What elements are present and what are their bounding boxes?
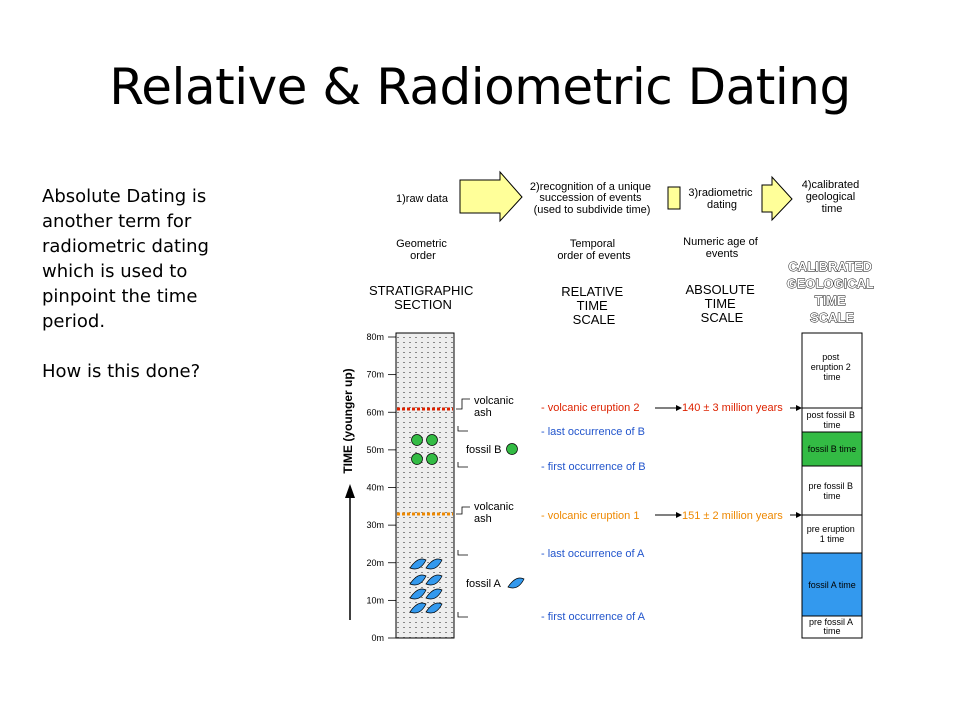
calibrated-scale-header: CALIBRATED GEOLOGICAL TIME SCALE [786, 259, 874, 325]
fossil-a-label: fossil A [466, 578, 501, 590]
process-arrow-3 [762, 177, 792, 220]
step-4-label: 4)calibrated geological time [801, 179, 860, 215]
step-3-label: 3)radiometric dating [688, 187, 753, 211]
calibrated-label-pre-fossil-a: pre fossil A time [808, 617, 853, 636]
calibrated-label-post-eruption-2: post eruption 2 time [810, 352, 851, 382]
strat-section-header: STRATIGRAPHIC SECTION [368, 283, 474, 312]
process-arrow-1 [460, 172, 522, 221]
depth-tick-label: 20m [366, 557, 384, 568]
depth-tick-label: 50m [366, 444, 384, 455]
calibrated-label-post-fossil-b: post fossil B time [806, 410, 856, 430]
relative-scale-header: RELATIVE TIME SCALE [561, 284, 624, 327]
event-volcanic-eruption-1: - volcanic eruption 1 [541, 510, 640, 522]
calibrated-label-pre-eruption-1: pre eruption 1 time [806, 524, 855, 544]
step-1-label: 1)raw data [396, 193, 448, 205]
event-last-occurrence-a: - last occurrence of A [541, 548, 645, 560]
age-eruption-1: 151 ± 2 million years [682, 510, 783, 522]
volcanic-ash-upper-label: volcanic ash [474, 395, 514, 419]
depth-ticks [366, 332, 396, 643]
time-axis-label: TIME (younger up) [341, 368, 355, 474]
event-first-occurrence-b: - first occurrence of B [541, 461, 646, 473]
time-axis-arrowhead [345, 484, 355, 498]
age-eruption-2: 140 ± 3 million years [682, 402, 783, 414]
slide-title: Relative & Radiometric Dating [109, 58, 851, 116]
calibrated-label-fossil-b: fossil B time [807, 444, 857, 454]
calibrated-label-fossil-a: fossil A time [808, 580, 856, 590]
event-last-occurrence-b: - last occurrence of B [541, 426, 645, 438]
temporal-order-label: Temporal order of events [557, 238, 631, 262]
depth-tick-label: 80m [366, 332, 384, 342]
step-2-label: 2)recognition of a unique succession of events (used to subdivide time) [529, 181, 652, 216]
depth-tick-label: 10m [366, 595, 384, 606]
fossil-a-legend-icon [508, 578, 524, 588]
depth-tick-label: 70m [366, 369, 384, 380]
numeric-age-label: Numeric age of events [683, 236, 758, 260]
fossil-b-legend-icon [507, 444, 518, 455]
age-1-arrowhead [796, 512, 802, 518]
depth-tick-label: 30m [366, 520, 384, 531]
depth-tick-label: 60m [366, 407, 384, 418]
event-first-occurrence-a: - first occurrence of A [541, 611, 645, 623]
event-volcanic-eruption-2: - volcanic eruption 2 [541, 402, 640, 414]
fossil-b-label: fossil B [466, 444, 502, 456]
fossil-b-icon [427, 454, 438, 465]
geometric-order-label: Geometric order [396, 238, 447, 262]
depth-tick-label: 40m [366, 482, 384, 493]
volcanic-ash-lower-label: volcanic ash [474, 501, 514, 525]
body-paragraph: Absolute Dating is another term for radiometric dating which is used to pinpoint the time period. [42, 186, 209, 332]
absolute-scale-header: ABSOLUTE TIME SCALE [685, 282, 755, 325]
calibrated-label-pre-fossil-b: pre fossil B time [808, 481, 854, 501]
age-2-arrowhead [796, 405, 802, 411]
process-box-3 [668, 187, 680, 209]
fossil-b-icon [427, 435, 438, 446]
fossil-b-icon [412, 454, 423, 465]
depth-tick-label: 0m [371, 633, 384, 643]
fossil-b-icon [412, 435, 423, 446]
question-text: How is this done? [42, 361, 201, 382]
